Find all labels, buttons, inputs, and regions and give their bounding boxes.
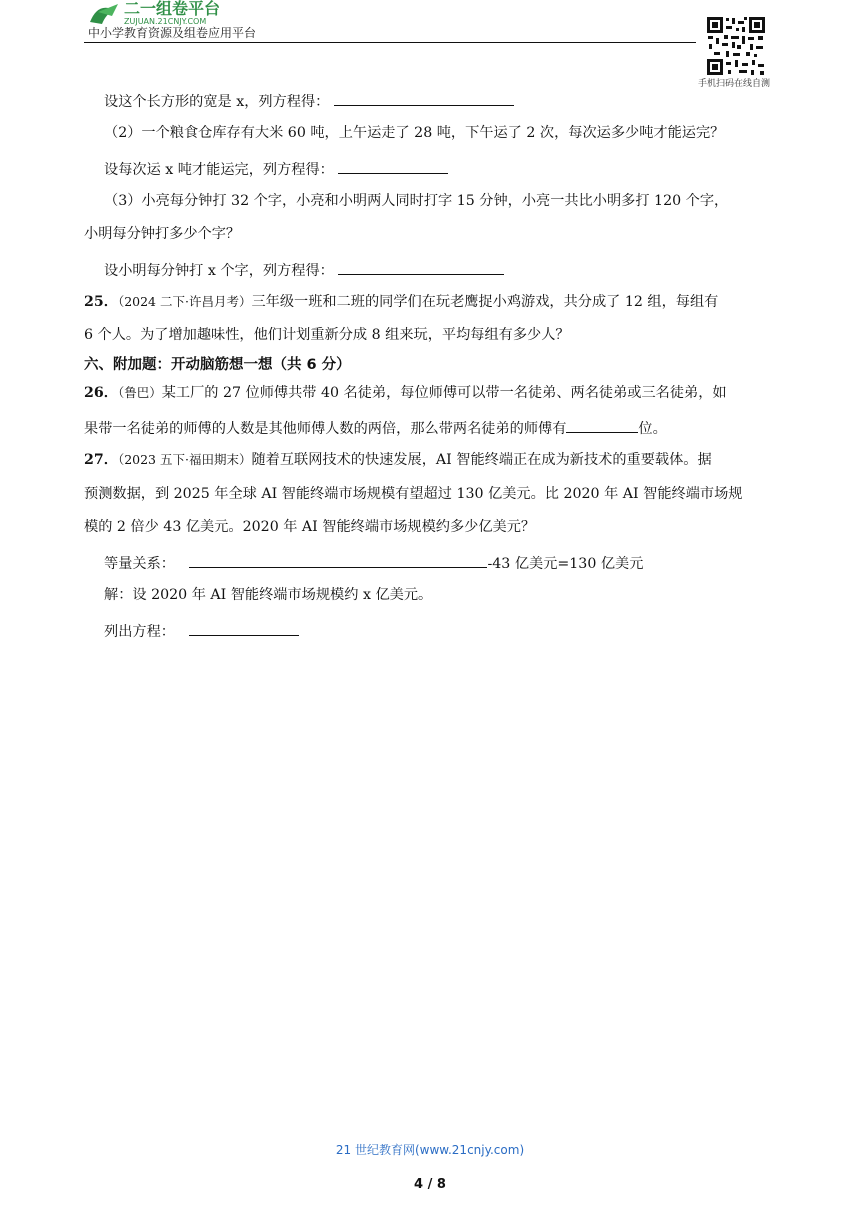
q26-text-1: 某工厂的 27 位师傅共带 40 名徒弟，每位师傅可以带一名徒弟、两名徒弟或三名徒弟，如 <box>161 385 727 401</box>
q25-number: 25． <box>84 294 118 310</box>
q27-equation-label: 列出方程： <box>104 624 175 640</box>
section-6-heading: 六、附加题：开动脑筋想一想（共 6 分） <box>84 357 351 373</box>
q27-number: 27． <box>84 452 118 468</box>
page-number: 4 / 8 <box>414 1177 446 1192</box>
q27-text-3: 模的 2 倍少 43 亿美元。2020 年 AI 智能终端市场规模约多少亿美元？ <box>84 519 536 535</box>
q24-1-blank[interactable] <box>334 89 514 106</box>
q24-2-prompt: 设每次运 x 吨才能运完，列方程得： <box>104 162 334 178</box>
q26-blank[interactable] <box>566 416 638 433</box>
q24-3-prompt: 设小明每分钟打 x 个字，列方程得： <box>104 263 334 279</box>
q27-text-2: 预测数据，到 2025 年全球 AI 智能终端市场规模有望超过 130 亿美元。比 2020 年 AI 智能终端市场规 <box>84 486 743 502</box>
q25-line1 <box>84 292 718 312</box>
q25-source-tag: （2024 二下·许昌月考） <box>117 294 252 309</box>
q24-2-text: （2）一个粮食仓库存有大米 60 吨，上午运走了 28 吨，下午运了 2 次，每次运多少吨才能运完？ <box>104 125 725 141</box>
q24-1-answer-line <box>104 89 514 112</box>
q26-text-2-end: 位。 <box>638 421 667 437</box>
q24-3-text-line2: 小明每分钟打多少个字？ <box>84 226 241 242</box>
footer-site-link[interactable]: 21 世纪教育网(www.21cnjy.com) <box>335 1143 525 1157</box>
q26-number: 26． <box>84 385 118 401</box>
qr-caption: 手机扫码在线自测 <box>698 79 771 89</box>
logo-url: ZUJUAN.21CNJY.COM <box>124 17 207 26</box>
qr-code-icon[interactable] <box>706 16 766 76</box>
q27-line1 <box>84 450 712 470</box>
q27-solve-line: 解：设 2020 年 AI 智能终端市场规模约 x 亿美元。 <box>104 587 433 603</box>
q27-relation-line <box>104 551 643 574</box>
logo-text: 二一组卷平台 <box>124 0 221 18</box>
q27-equation-line <box>104 619 299 642</box>
q27-relation-suffix: -43 亿美元=130 亿美元 <box>487 556 644 572</box>
q27-equation-blank[interactable] <box>189 619 299 636</box>
q24-1-prompt: 设这个长方形的宽是 x，列方程得： <box>104 94 330 110</box>
q24-3-text-line1: （3）小亮每分钟打 32 个字，小亮和小明两人同时打字 15 分钟，小亮一共比小明多打 120 个字， <box>104 193 729 209</box>
q25-text-2: 6 个人。为了增加趣味性，他们计划重新分成 8 组来玩，平均每组有多少人？ <box>84 327 570 343</box>
q24-3-answer-line <box>104 258 504 281</box>
q24-2-answer-line <box>104 157 448 180</box>
q25-text-1: 三年级一班和二班的同学们在玩老鹰捉小鸡游戏，共分成了 12 组，每组有 <box>251 294 719 310</box>
platform-logo <box>84 0 274 26</box>
q24-2-blank[interactable] <box>338 157 448 174</box>
header-divider <box>84 42 696 43</box>
q27-relation-blank[interactable] <box>189 551 487 568</box>
platform-subtitle: 中小学教育资源及组卷应用平台 <box>88 26 257 40</box>
q27-text-1: 随着互联网技术的快速发展，AI 智能终端正在成为新技术的重要载体。据 <box>251 452 712 468</box>
q26-line2 <box>84 416 667 439</box>
q27-source-tag: （2023 五下·福田期末） <box>117 452 252 467</box>
q24-3-blank[interactable] <box>338 258 504 275</box>
q27-relation-label: 等量关系： <box>104 556 175 572</box>
q26-line1 <box>84 383 727 403</box>
q26-text-2: 果带一名徒弟的师傅的人数是其他师傅人数的两倍，那么带两名徒弟的师傅有 <box>84 421 567 437</box>
q26-source-tag: （鲁巴） <box>117 385 162 400</box>
